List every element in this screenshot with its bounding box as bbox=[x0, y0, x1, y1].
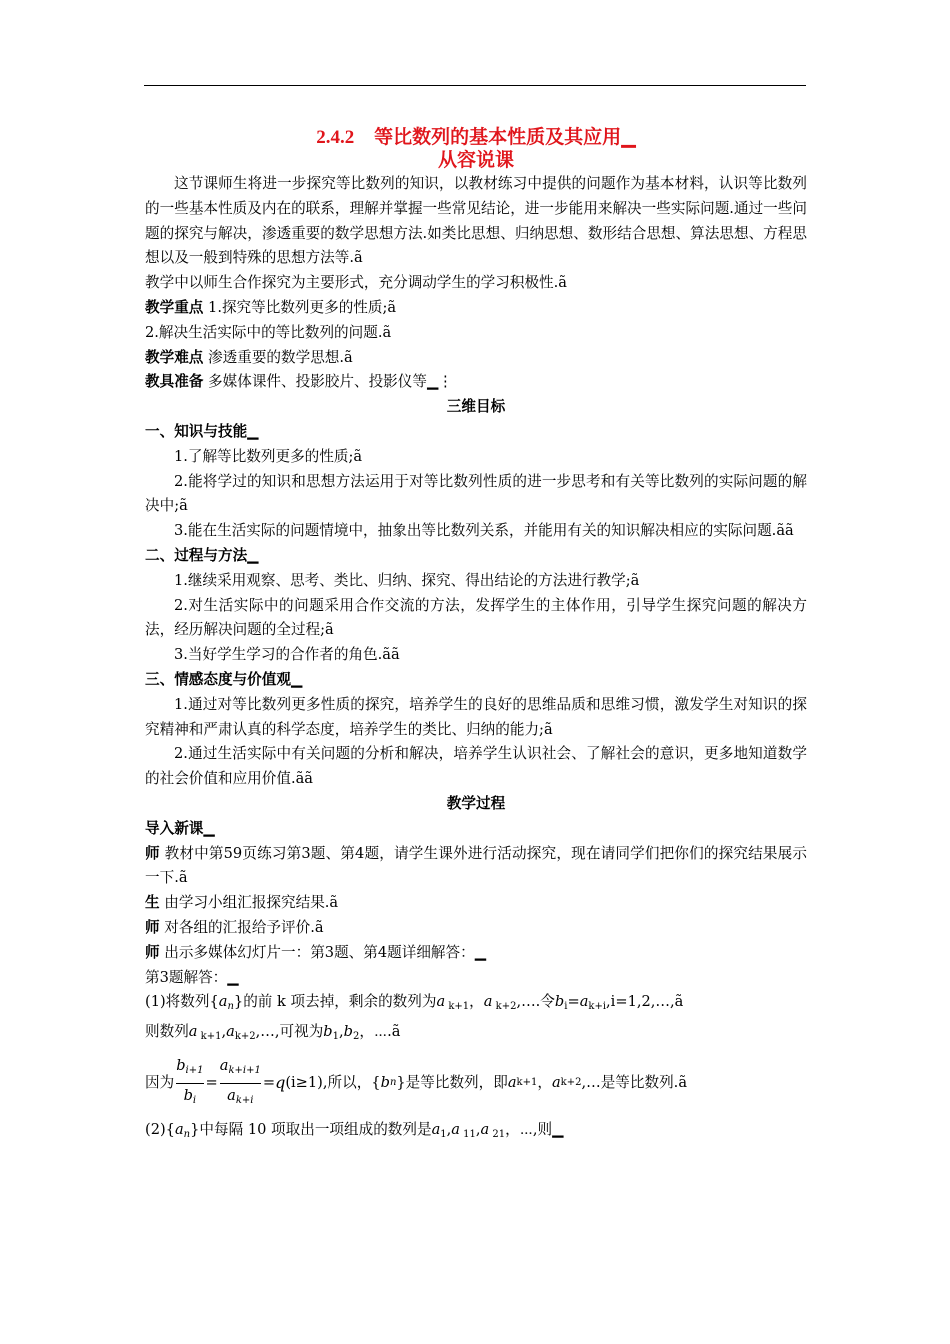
page-subtitle: 从容说课 bbox=[437, 149, 514, 171]
key-points-text-1: 1.探究等比数列更多的性质;ã bbox=[208, 298, 397, 316]
solution-line-3 bbox=[145, 1118, 807, 1148]
header-rule bbox=[144, 85, 806, 86]
math-var: a bbox=[451, 1120, 460, 1138]
difficulty-text: 渗透重要的数学思想.ã bbox=[208, 348, 353, 366]
text-run: ,…,可视为 bbox=[255, 1023, 324, 1041]
math-var: q bbox=[275, 1073, 286, 1093]
fraction-a bbox=[220, 1054, 261, 1113]
math-var: a bbox=[436, 993, 446, 1011]
text-run: }的前 k 项去掉，剩余的数列为 bbox=[233, 993, 437, 1011]
title-number: 2.4.2 bbox=[316, 127, 355, 148]
role-teacher: 师 bbox=[145, 844, 160, 862]
denominator bbox=[227, 1084, 253, 1113]
tools-line bbox=[145, 370, 807, 395]
role-teacher: 师 bbox=[145, 918, 160, 936]
goal-3-item-1: 1.通过对等比数列更多性质的探究，培养学生的良好的思维品质和思维习惯，激发学生对知识的探究精神和严肃认真的科学态度，培养学生的类比、归纳的能力;ã bbox=[145, 695, 807, 738]
dialogue-text-1: 教材中第59页练习第3题、第4题，请学生课外进行活动探究，现在请同学们把你们的探究结果展示一下.ã bbox=[145, 844, 807, 887]
intro-new-lesson-title: 导入新课▁ bbox=[145, 819, 215, 837]
math-sub: k+1 bbox=[197, 1031, 222, 1043]
math-var: a bbox=[579, 993, 589, 1011]
math-var: a bbox=[551, 1074, 561, 1092]
math-var: a bbox=[431, 1120, 441, 1138]
numerator bbox=[220, 1054, 261, 1083]
math-sub: k+1 bbox=[516, 1077, 538, 1089]
goal-3-item-2: 2.通过生活实际中有关问题的分析和解决，培养学生认识社会、了解社会的意识，更多地知道数学的社会价值和应用价值.ãã bbox=[145, 745, 807, 788]
math-sub: k+i bbox=[588, 1001, 607, 1013]
goals-heading: 三维目标 bbox=[446, 398, 506, 416]
question-3-label: 第3题解答：▁ bbox=[145, 968, 239, 986]
goal-1-item-2: 2.能将学过的知识和思想方法运用于对等比数列性质的进一步思考和有关等比数列的实际问题的解决中;ã bbox=[145, 472, 807, 515]
key-points-label: 教学重点 bbox=[145, 298, 204, 316]
text-run: 因为 bbox=[145, 1074, 175, 1092]
text-run: , bbox=[475, 1120, 481, 1138]
dialogue-line-3 bbox=[145, 916, 807, 941]
text-run: ,i=1,2,…,ã bbox=[606, 993, 684, 1011]
dialogue-text-4: 出示多媒体幻灯片一：第3题、第4题详细解答：▁ bbox=[164, 943, 486, 961]
math-sub: n bbox=[183, 1128, 191, 1140]
math-var: b bbox=[323, 1023, 333, 1041]
text-run: , bbox=[446, 1120, 452, 1138]
numerator bbox=[176, 1054, 203, 1083]
math-var: a bbox=[218, 993, 228, 1011]
text-run: 则数列 bbox=[145, 1023, 189, 1041]
intro-paragraph-1: 这节课师生将进一步探究等比数列的知识，以教材练习中提供的问题作为基本材料，认识等比数列的一些基本性质及内在的联系，理解并掌握一些常见结论，进一步能用来解决一些实际问题.通过一些问题的探究与解决，渗透重要的数学思想方法.如类比思想、归纳思想、数形结合思想、算法思想、方程思想以及一般到特殊的思想方法等.ã bbox=[145, 175, 807, 267]
text-run: , bbox=[339, 1023, 344, 1041]
key-points-text-2: 2.解决生活实际中的等比数列的问题.ã bbox=[145, 323, 392, 341]
title-main: 等比数列的基本性质及其应用 bbox=[374, 126, 622, 148]
document-body bbox=[145, 126, 807, 1148]
math-sub: k+2 bbox=[492, 1001, 517, 1013]
math-var: a bbox=[507, 1074, 517, 1092]
math-sub: k+i bbox=[235, 1095, 254, 1107]
math-var: a bbox=[483, 993, 493, 1011]
math-sub: 1 bbox=[440, 1128, 447, 1140]
goal-2-item-1: 1.继续采用观察、思考、类比、归纳、探究、得出结论的方法进行教学;ã bbox=[174, 571, 640, 589]
goal-1-item-1: 1.了解等比数列更多的性质;ã bbox=[174, 447, 363, 465]
math-var: a bbox=[188, 1023, 198, 1041]
math-sub: 11 bbox=[460, 1128, 476, 1140]
difficulty-line bbox=[145, 346, 807, 371]
goal-2-item-3: 3.当好学生学习的合作者的角色.ãã bbox=[174, 646, 400, 664]
tools-label: 教具准备 bbox=[145, 373, 204, 391]
key-points-line-1 bbox=[145, 296, 807, 321]
math-sub: n bbox=[227, 1001, 234, 1013]
text-run: ，⋯.ã bbox=[359, 1023, 401, 1041]
goal-section-1-title: 一、知识与技能▁ bbox=[145, 422, 259, 440]
text-run: }中每隔 10 项取出一项组成的数列是 bbox=[190, 1120, 432, 1138]
text-run: (i≥1),所以，{ bbox=[285, 1074, 381, 1092]
intro-paragraph-2: 教学中以师生合作探究为主要形式，充分调动学生的学习积极性.ã bbox=[145, 274, 567, 292]
goal-2-item-2: 2.对生活实际中的问题采用合作交流的方法，发挥学生的主体作用，引导学生探究问题的解决方法，经历解决问题的全过程;ã bbox=[145, 596, 807, 639]
math-sub: 1 bbox=[332, 1031, 340, 1043]
dialogue-text-3: 对各组的汇报给予评价.ã bbox=[164, 918, 324, 936]
tools-text: 多媒体课件、投影胶片、投影仪等▁⋮ bbox=[208, 373, 453, 391]
goal-section-3-title: 三、情感态度与价值观▁ bbox=[145, 670, 303, 688]
math-var: b bbox=[380, 1074, 390, 1092]
math-sub: i+1 bbox=[185, 1065, 204, 1077]
math-var: a bbox=[219, 1057, 229, 1075]
denominator bbox=[184, 1084, 197, 1113]
math-sub: 2 bbox=[353, 1031, 360, 1043]
math-sub: i bbox=[192, 1095, 197, 1107]
ratio-formula bbox=[145, 1056, 807, 1112]
math-sub: k+2 bbox=[234, 1031, 256, 1043]
fraction-b bbox=[176, 1054, 203, 1113]
role-teacher: 师 bbox=[145, 943, 160, 961]
text-run: }是等比数列，即 bbox=[396, 1074, 508, 1092]
equals-sign: = bbox=[262, 1074, 276, 1092]
equals-sign: = bbox=[205, 1074, 218, 1092]
text-run: ,…是等比数列.ã bbox=[581, 1074, 688, 1092]
math-var: a bbox=[174, 1120, 184, 1138]
page-title bbox=[145, 126, 807, 149]
title-mark: ▁ bbox=[621, 126, 636, 148]
goal-1-item-3: 3.能在生活实际的问题情境中，抽象出等比数列关系，并能用有关的知识解决相应的实际问题.ãã bbox=[174, 522, 794, 540]
math-var: a bbox=[480, 1120, 490, 1138]
text-run: ,….令 bbox=[516, 993, 555, 1011]
dialogue-line-4 bbox=[145, 941, 807, 966]
math-var: a bbox=[227, 1087, 236, 1105]
math-var: b bbox=[183, 1087, 193, 1105]
math-sub: k+2 bbox=[560, 1077, 582, 1089]
math-sub: k+i+1 bbox=[228, 1065, 261, 1077]
math-var: b bbox=[343, 1023, 353, 1041]
text-run: (1)将数列{ bbox=[145, 993, 219, 1011]
math-var: b bbox=[176, 1057, 186, 1075]
goal-section-2-title: 二、过程与方法▁ bbox=[145, 546, 259, 564]
solution-line-2 bbox=[145, 1020, 807, 1050]
solution-line-1 bbox=[145, 990, 807, 1020]
math-sub: i bbox=[564, 1001, 568, 1013]
text-run: = bbox=[567, 993, 580, 1011]
dialogue-text-2: 由学习小组汇报探究结果.ã bbox=[164, 894, 339, 912]
difficulty-label: 教学难点 bbox=[145, 348, 204, 366]
text-run: ， bbox=[469, 993, 484, 1011]
math-sub: k+1 bbox=[445, 1001, 470, 1013]
dialogue-line-1 bbox=[145, 842, 807, 892]
math-sub: n bbox=[389, 1077, 397, 1089]
role-student: 生 bbox=[145, 894, 160, 912]
math-var: a bbox=[226, 1023, 235, 1041]
math-sub: 21 bbox=[489, 1128, 506, 1140]
dialogue-line-2 bbox=[145, 891, 807, 916]
text-run: ， bbox=[537, 1074, 552, 1092]
text-run: (2){ bbox=[145, 1120, 175, 1138]
text-run: ，⋯,则▁ bbox=[505, 1120, 564, 1138]
process-heading: 教学过程 bbox=[446, 794, 506, 812]
math-var: b bbox=[554, 993, 565, 1011]
text-run: , bbox=[221, 1023, 227, 1041]
